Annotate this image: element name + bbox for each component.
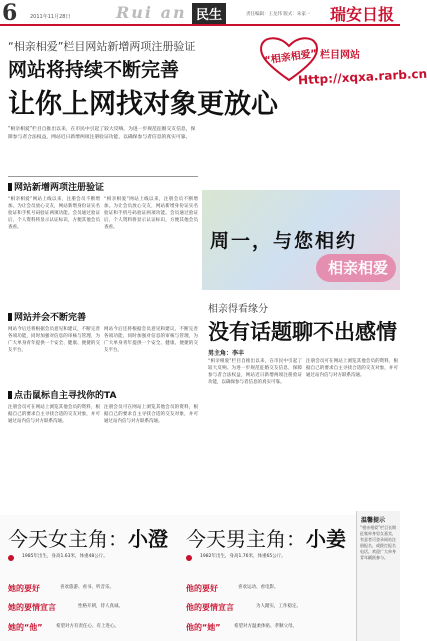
bullet-icon (186, 555, 192, 561)
section-heading-3: 点击鼠标自主寻找你的TA (8, 388, 116, 401)
paper-logo: 瑞安日报 (330, 5, 395, 24)
profile-male-label-2: 他的要情宣言 (186, 603, 234, 612)
section-body-2b: 网站今后还将根据会员意见和建议，不断完善各项功能，同时加强对信息的审核与管理，为广大单身青年提供一个安全、健康、便捷的交友平台。 (104, 327, 198, 353)
headline-main: 让你上网找对象更放心 (8, 89, 278, 120)
feature-kicker: 相亲得看缘分 (208, 304, 268, 315)
headline-primary: 网站将持续不断完善 (8, 59, 180, 81)
profile-male-text-2: 为人踏实，工作稳定。 (256, 604, 301, 609)
section-body-2: 网站今后还将根据会员意见和建议，不断完善各项功能，同时加强对信息的审核与管理，为广大单身青年提供一个安全、健康、便捷的交友平台。 (8, 327, 100, 353)
section-body-1: “相亲相爱”网站上线以来，注册会员不断增加。为让会员放心交友，网站新增身份证实名验证和手机号码验证两项功能。会员通过验证后，个人资料将显示认证标识，方便其他会员查看。 (8, 197, 100, 230)
profile-male-name: 小姜 (306, 527, 346, 551)
lede-paragraph: “相亲相爱”栏目自推出以来，在市民中引起了较大反响。为进一步规范征婚交友信息，保障参与者合法权益，网站近日新增两项注册验证功能，以确保参与者信息的真实可靠。 (8, 127, 196, 141)
tips-sidebar (356, 511, 400, 641)
feature-tag (316, 254, 396, 282)
profile-male-text-3: 希望对方温柔体贴、孝顺父母。 (234, 624, 297, 629)
page-number: 6 (2, 0, 18, 26)
profile-female-text-3: 希望对方有责任心、有上进心。 (56, 624, 119, 629)
profile-male-prefix: 今天男主角： (186, 527, 306, 551)
bullet-icon (8, 555, 14, 561)
profile-male-text-1: 喜欢运动、看电影。 (238, 585, 279, 590)
profile-female-prefix: 今天女主角： (8, 527, 128, 551)
section-body-3: 注册会员可在网站上浏览其他会员的资料，根据自己的要求自主寻找合适的交友对象，并可通过站内信与对方联系沟通。 (8, 405, 100, 424)
profile-female-text-2: 性格开朗，待人真诚。 (78, 604, 123, 609)
tips-title: 温馨提示 (361, 517, 386, 524)
feature-body-2: 注册会员可在网站上浏览其他会员的资料，根据自己的要求自主寻找合适的交友对象，并可通过站内信与对方联系沟通。 (306, 359, 398, 378)
brand-italic: Rui an (116, 3, 187, 22)
tips-text: “相亲相爱”栏目长期征集单身男女嘉宾，有意者可登录网站注册报名，或拨打报名电话。欢迎广大单身青年踊跃参与。 (360, 525, 397, 560)
editor-credits: 责任编辑：王龙伟 版式：朱家一 (246, 12, 311, 17)
profile-female-label-2: 她的要情宣言 (8, 603, 56, 612)
profile-female-info: 1985年出生，身高1.63米，体重48公斤。 (22, 554, 108, 559)
profile-female-label-1: 她的要好 (8, 584, 40, 593)
section-body-1b: “相亲相爱”网站上线以来，注册会员不断增加。为让会员放心交友，网站新增身份证实名验证和手机号码验证两项功能。会员通过验证后，个人资料将显示认证标识，方便其他会员查看。 (104, 197, 198, 230)
profile-male-info: 1982年出生，身高1.76米，体重65公斤。 (200, 554, 286, 559)
promo-url[interactable]: Http://xqxa.rarb.cn (297, 66, 427, 88)
issue-date: 2011年11月28日 (30, 14, 71, 20)
feature-headline: 没有话题聊不出感情 (208, 320, 397, 344)
feature-body-1: “相亲相爱”栏目自推出以来，在市民中引起了较大反响。为进一步规范征婚交友信息，保障参与者合法权益，网站近日新增两项注册验证功能，以确保参与者信息的真实可靠。 (208, 359, 302, 385)
section-heading-1: 网站新增两项注册验证 (8, 180, 104, 193)
promo-subtitle: 栏目网站 (320, 50, 360, 61)
headline-kicker: “相亲相爱”栏目网站新增两项注册验证 (8, 40, 196, 53)
section-body-3b: 注册会员可在网站上浏览其他会员的资料，根据自己的要求自主寻找合适的交友对象，并可通过站内信与对方联系沟通。 (104, 405, 198, 424)
promo-title: “相亲相爱” (263, 48, 318, 67)
promo-box (246, 30, 427, 90)
divider (8, 176, 198, 177)
section-heading-2: 网站并会不断完善 (8, 310, 86, 323)
profile-male-label-1: 他的要好 (186, 584, 218, 593)
section-label: 民生 (192, 3, 226, 24)
feature-tag-label: 相亲相爱 (328, 259, 389, 277)
feature-photo-title: 周一，与您相约 (210, 230, 358, 252)
profile-female-title (8, 523, 168, 552)
feature-byline: 男主角：李丰 (208, 350, 245, 357)
profile-female-name: 小澄 (128, 527, 168, 551)
profile-male-title (186, 523, 346, 552)
profile-female-text-1: 喜欢旅游、看书、听音乐。 (60, 585, 114, 590)
masthead (0, 0, 400, 26)
profile-male-label-3: 他的“她” (186, 623, 221, 632)
profile-female-label-3: 她的“他” (8, 623, 43, 632)
